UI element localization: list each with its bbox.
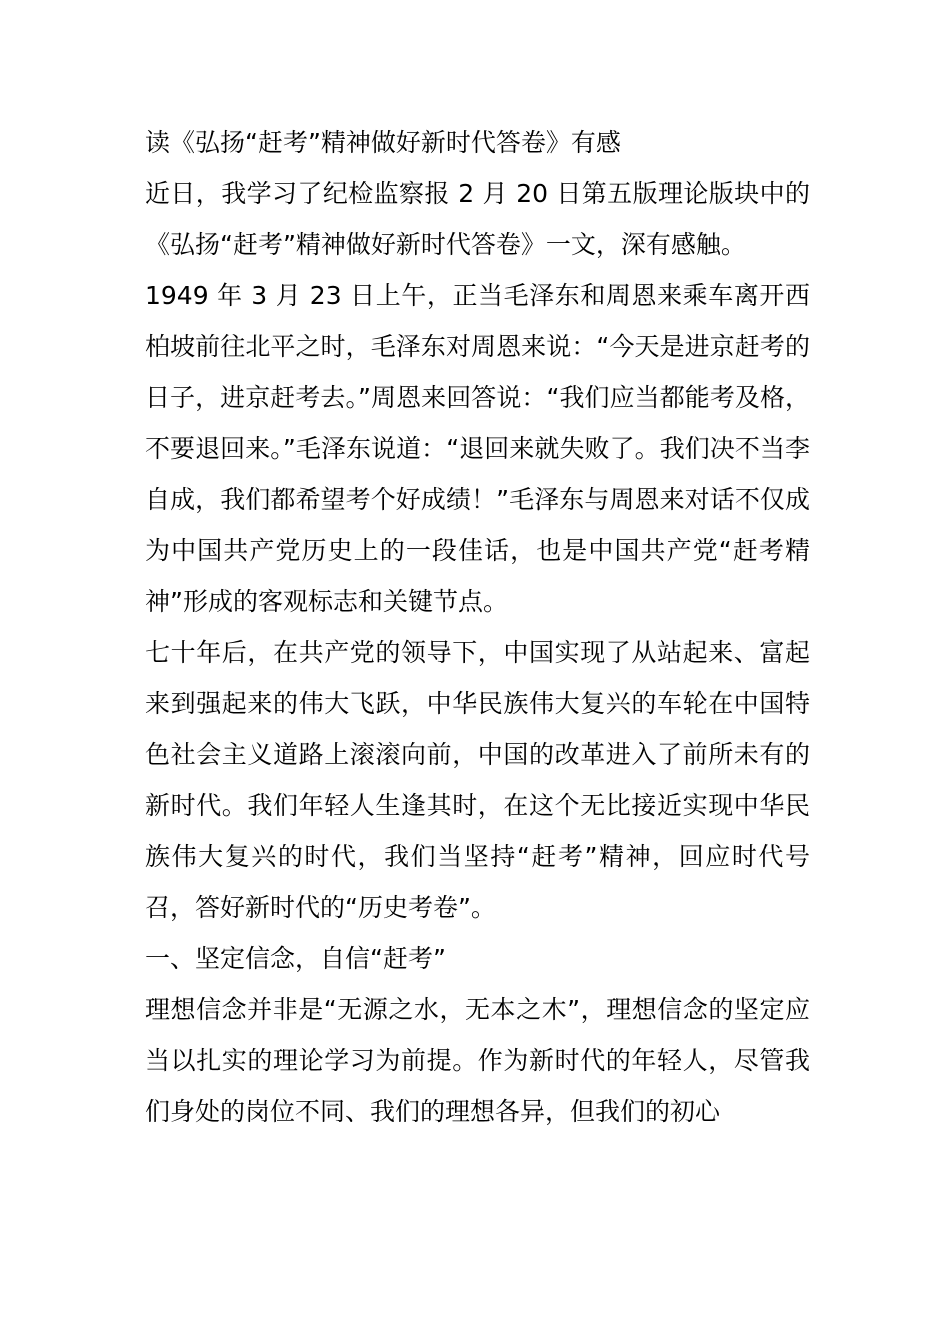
paragraph-seventy-years: 七十年后，在共产党的领导下，中国实现了从站起来、富起来到强起来的伟大飞跃，中华民族伟大复兴的车轮在中国特色社会主义道路上滚滚向前，中国的改革进入了前所未有的新时代。我们年轻人生逢其时，在这个无比接近实现中华民族伟大复兴的时代，我们当坚持“赶考”精神，回应时代号召，答好新时代的“历史考卷”。: [145, 638, 810, 922]
paragraph-ideals: 理想信念并非是“无源之水，无本之木”，理想信念的坚定应当以扎实的理论学习为前提。作为新时代的年轻人，尽管我们身处的岗位不同、我们的理想各异，但我们的初心: [145, 995, 810, 1126]
section-heading-1: 一、坚定信念，自信“赶考”: [145, 944, 446, 973]
paragraph-intro: 近日，我学习了纪检监察报 2 月 20 日第五版理论版块中的《弘扬“赶考”精神做好新时代答卷》一文，深有感触。: [145, 179, 810, 259]
document-title: 读《弘扬“赶考”精神做好新时代答卷》有感: [145, 128, 621, 157]
paragraph-history: 1949 年 3 月 23 日上午，正当毛泽东和周恩来乘车离开西柏坡前往北平之时，毛泽东对周恩来说：“今天是进京赶考的日子，进京赶考去。”周恩来回答说：“我们应当都能考及格，不要退回来。”毛泽东说道：“退回来就失败了。我们决不当李自成，我们都希望考个好成绩！”毛泽东与周恩来对话不仅成为中国共产党历史上的一段佳话，也是中国共产党“赶考精神”形成的客观标志和关键节点。: [145, 281, 810, 616]
document-body: [145, 117, 810, 1137]
